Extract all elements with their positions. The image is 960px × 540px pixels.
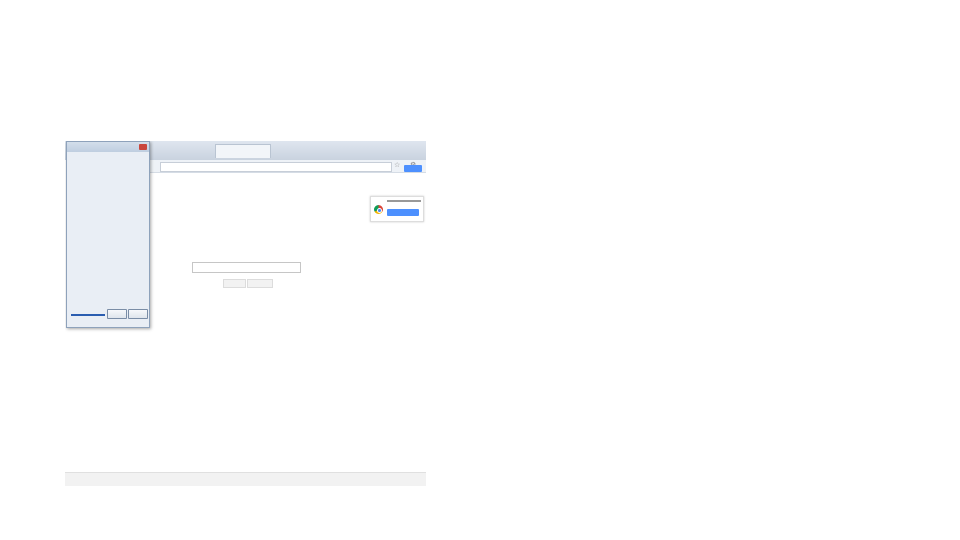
browser-tab xyxy=(215,144,271,158)
close-icon xyxy=(139,144,147,150)
sign-in-button xyxy=(404,165,422,172)
promo-button xyxy=(387,209,419,216)
address-bar xyxy=(160,162,392,172)
google-search-box xyxy=(192,262,301,273)
dialog-help-link xyxy=(71,314,105,316)
feeling-lucky-button xyxy=(247,279,273,288)
star-icon: ☆ xyxy=(394,162,401,169)
chrome-icon xyxy=(374,205,383,214)
instructions-text xyxy=(477,138,937,203)
google-footer xyxy=(65,472,426,486)
dialog-title xyxy=(67,142,149,152)
dialog-cancel-button xyxy=(128,309,148,319)
dialog-delete-button xyxy=(107,309,127,319)
google-search-button xyxy=(223,279,246,288)
chrome-promo-box xyxy=(370,196,424,222)
delete-history-dialog xyxy=(66,141,150,328)
promo-text xyxy=(387,200,421,202)
browser-screenshot xyxy=(65,141,426,486)
